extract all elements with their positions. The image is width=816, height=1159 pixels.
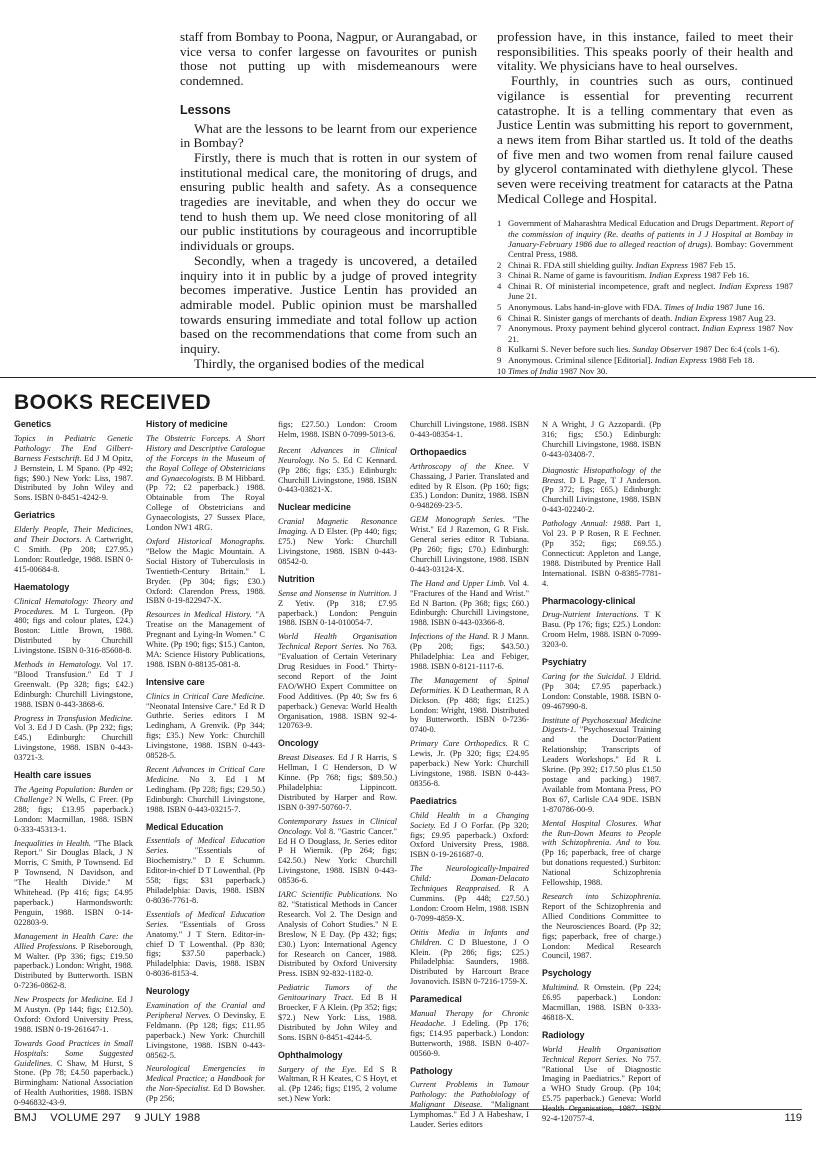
books-section-heading: Medical Education [146, 821, 224, 832]
book-title: Recent Advances in Clinical Neurology. [278, 445, 397, 465]
reference-title: Sunday Observer [632, 344, 693, 355]
book-title: GEM Monograph Series. [410, 515, 506, 525]
book-details: Report of the Schizophrenia and Allied Conditions Committee to the Neurosciences Board. (Pp 32; figs; paperback, free of charge.) London: Medical Research Council, 1987. [542, 901, 661, 961]
book-title: Examination of the Cranial and Peripheral Nerves. [146, 1001, 265, 1020]
book-entry [14, 785, 133, 835]
book-entry [410, 462, 529, 512]
books-section [542, 466, 661, 589]
book-entry [278, 1065, 397, 1105]
book-entry [410, 632, 529, 672]
reference-text: 1987 June 21. [508, 281, 794, 302]
book-details: No 5. Ed C Kennard. (Pp 286; figs; £35.) Edinburgh: Churchill Livingstone, 1988. ISBN 0-443-03821-X. [278, 455, 397, 495]
book-entry [542, 466, 661, 516]
article-left-column [180, 30, 477, 371]
reference-title: Indian Express [635, 259, 688, 270]
book-title: Progress in Transfusion Medicine. [14, 713, 133, 723]
book-entry [410, 1080, 529, 1130]
book-details: C D Bluestone, J O Klein. (Pp 286; figs; £25.) Philadelphia: Saunders, 1988. Distributed by Harcourt Brace Jovanovich. ISBN 0-7216-1759-X. [410, 937, 530, 987]
book-title: Drug-Nutrient Interactions. [542, 610, 639, 620]
book-entry [278, 983, 397, 1042]
reference-title: Indian Express [674, 312, 727, 323]
book-entry [542, 983, 661, 1023]
book-details: M L Turgeon. (Pp 480; figs and colour plates, £24.) Boston: Little Brown, 1988. Distributed by Churchill Livingstone. ISBN 0-316-85608-8. [14, 606, 133, 656]
book-entry [14, 839, 133, 928]
book-title: Multimind. [542, 983, 579, 993]
book-title: Towards Good Practices in Small Hospitals: Some Suggested Guidelines. [14, 1038, 133, 1068]
books-section-heading: Paediatrics [410, 795, 457, 806]
book-details: Part 1, Vol 23. P P Rosen, R E Fechner. (Pp 352; figs; £69.55.) Connecticut: Appleton and Lange, 1988. Distributed by Prentice Hall International. ISBN 0-8385-7781-4. [542, 519, 661, 588]
book-details: C Shaw, M Hurst, S Stone. (Pp 78; £4.50 paperback.) Birmingham: National Association of Health Authorities, 1988. ISBN 0-946832-43-9. [14, 1058, 134, 1108]
reference-number: 7 [497, 323, 502, 334]
book-title: The Hand and Upper Limb. [410, 578, 506, 588]
books-section-heading: Ophthalmology [278, 1049, 343, 1060]
book-details: N Wells, C Freer. (Pp 288; figs; £13.95 paperback.) London: Macmillan, 1988. ISBN 0-333-45313-1. [14, 794, 134, 834]
book-title: World Health Organisation Technical Report Series. [542, 1044, 661, 1064]
footer-divider [14, 1109, 802, 1110]
article-paragraph: Firstly, there is much that is rotten in our system of institutional medical care, the monitoring of drugs, and ensuring public health and safety. As a consequence tragedies are inevitable, and when they do occur we tend to hush them up. We need close monitoring of all our public institutions by courageous and incorruptible individuals or groups. [180, 149, 477, 254]
book-title: Child Health in a Changing Society. [410, 810, 529, 830]
reference-text: Kulkarni S. Never before such lies. [508, 344, 631, 355]
book-details: R Ornstein. (Pp 224; £6.95 paperback.) London: Macmillan, 1988. ISBN 0-333-46818-X. [542, 983, 662, 1022]
book-entry [146, 1001, 265, 1060]
books-section [146, 987, 265, 1104]
books-section [410, 797, 529, 987]
reference-number: 1 [497, 218, 502, 229]
books-section [14, 583, 133, 763]
section-heading-lessons: Lessons [180, 102, 231, 117]
reference-number: 5 [497, 302, 502, 313]
book-title: Clinical Hematology: Theory and Procedures. [14, 596, 133, 616]
book-details: P Riseborough, M Walter. (Pp 336; figs; £19.50 paperback.) London: Wright, 1988. Distributed by Butterworth. ISBN 0-7236-0862-8. [14, 941, 133, 991]
books-section-heading: Intensive care [146, 676, 205, 687]
article-paragraph: Fourthly, in countries such as ours, continued vigilance is essential for preventing recurrent catastrophe. It is a telling commentary that even as Justice Lentin was submitting his report to government, a news item from Bihar startled us. It told of the deaths of five men and two women from renal failure caused by glycerol contaminated with diethylene glycol. These seven were receiving treatment for cataracts at the Patna Medical College and Hospital. [497, 73, 793, 206]
book-details: No 757. "Rational Use of Diagnostic Imaging in Paediatrics." Report of a WHO Study Group. (Pp 104; £5.75 paperback.) Geneva: World Health Organisation, 1987. ISBN 92-4-120757-4. [542, 1054, 661, 1124]
book-entry [146, 910, 265, 979]
book-entry [146, 434, 265, 533]
book-title: Resources in Medical History. [146, 610, 252, 620]
reference-text: Chinai R. Sinister gangs of merchants of death. [508, 312, 673, 323]
book-details: R C Lewis, Jr. (Pp 320; figs; £24.95 paperback.) New York: Churchill Livingstone, 1988. ISBN 0-443-08356-8. [410, 739, 529, 788]
book-title: Institute of Psychosexual Medicine Digests-1. [542, 715, 661, 735]
books-section [410, 448, 529, 789]
book-title: The Management of Spinal Deformities. [410, 675, 529, 695]
books-section-heading: Paramedical [410, 994, 462, 1005]
book-details: "Essentials of Biochemistry." D E Schumm. Editor-in-chief D T Lowenthal. (Pp 558; figs; $31 paperback.) Philadelphia: Davis, 1988. ISBN 0-8036-7761-8. [146, 846, 265, 905]
book-title: Otitis Media in Infants and Children. [410, 927, 529, 947]
book-details: No 3. Ed I M Ledingham. (Pp 228; figs; £29.50.) Edinburgh: Churchill Livingstone, 1988. ISBN 0-443-03215-7. [146, 774, 265, 814]
book-details: B M Hibbard. (Pp 72; £2 paperback.) 1988. Obtainable from The Royal College of Obstetricians and Gynaecologists, 27 Sussex Place, London NW1 4RG. [146, 473, 265, 533]
article-paragraph: Thirdly, the organised bodies of the medical [194, 355, 425, 371]
book-title: Mental Hospital Closures. What the Run-Down Means to People with Schizophrenia. And to You. [542, 818, 661, 848]
article-paragraph: What are the lessons to be learnt from our experience in Bombay? [180, 120, 477, 151]
book-entry [542, 672, 661, 712]
books-section-heading: Pharmacology-clinical [542, 595, 636, 606]
book-title: Arthroscopy of the Knee. [410, 461, 515, 471]
book-details: Vol 17. "Blood Transfusion." Ed T J Greenwalt. (Pp 328; figs; £42.) Edinburgh: Churchill Livingstone, 1988. ISBN 0-443-3868-6. [14, 660, 134, 709]
journal-volume: VOLUME 297 [50, 1112, 122, 1124]
book-title: Pathology Annual: 1988. [542, 519, 632, 529]
books-received-title: BOOKS RECEIVED [14, 391, 212, 414]
reference-number: 9 [497, 355, 502, 366]
reference-item [497, 344, 793, 354]
books-section [410, 1067, 529, 1130]
reference-title: Indian Express [654, 355, 707, 366]
book-title: Contemporary Issues in Clinical Oncology. [278, 816, 397, 836]
book-entry [410, 579, 529, 629]
book-details: Vol 3. Ed J D Cash. (Pp 232; figs; £45.) Edinburgh: Churchill Livingstone, 1988. ISBN 0-443-03721-3. [14, 723, 133, 763]
books-section-heading: Psychology [542, 968, 592, 979]
book-details: A D Elster. (Pp 440; figs; £75.) New York: Churchill Livingstone, 1988. ISBN 0-443-08542-0. [278, 527, 397, 566]
book-details: Ed J O Forfar. (Pp 320; figs; £9.95 paperback.) Oxford: Oxford University Press, 1988. ISBN 0-19-261687-0. [410, 820, 529, 860]
book-title: Cranial Magnetic Resonance Imaging. [278, 517, 397, 537]
book-entry [14, 714, 133, 764]
book-title: Recent Advances in Critical Care Medicine. [146, 765, 265, 784]
book-entry [410, 515, 529, 574]
book-title: Current Problems in Tumour Pathology: the Pathobiology of Malignant Disease. [410, 1080, 529, 1110]
book-details: K D Leatherman, R A Dickson. (Pp 488; figs; £125.) London: Wright, 1988. Distributed by Butterworth. ISBN 0-7236-0740-0. [410, 685, 529, 735]
books-section [542, 658, 661, 961]
reference-number: 6 [497, 312, 502, 323]
books-section-heading: Nutrition [278, 573, 315, 584]
book-entry-continuation: N A Wright, J G Azzopardi. (Pp 316; figs; £50.) Edinburgh: Churchill Livingstone, 1988. ISBN 0-443-03408-7. [542, 420, 661, 459]
book-entry [278, 753, 397, 812]
books-section [278, 575, 397, 732]
journal-name: BMJ [14, 1112, 37, 1124]
book-entry [278, 446, 397, 496]
reference-item [497, 281, 793, 301]
books-section-heading: Health care issues [14, 770, 92, 781]
book-title: Infections of the Hand. [410, 632, 490, 642]
books-column-5 [542, 420, 661, 1128]
book-entry [410, 864, 529, 923]
article-paragraph: staff from Bombay to Poona, Nagpur, or Aurangabad, or vice versa to confer largesse on favourites or punish those not putting up with misdemeanours were condemned. [180, 29, 477, 89]
book-details: Ed J M Austyn. (Pp 144; figs; £12.50). Oxford: Oxford University Press, 1988. ISBN 0-19-261647-1. [14, 995, 134, 1034]
book-entry [14, 995, 133, 1035]
book-title: The Neurologically-Impaired Child: Doman-Delacato Techniques Reappraised. [410, 864, 529, 894]
books-section [542, 597, 661, 651]
books-section [278, 446, 397, 496]
article-right-column [497, 30, 793, 376]
book-entry [14, 1039, 133, 1108]
book-entry [146, 836, 265, 905]
reference-title: Times of India [664, 302, 714, 313]
book-title: World Health Organisation Technical Report Series. [278, 632, 397, 652]
book-title: Oxford Historical Monographs. [146, 536, 265, 546]
book-details: "The Black Report." Sir Douglas Black, J N Morris, C Smith, P Townsend. Ed P Townsend, N Davidson, and "The Health Divide." M Whitehead. (Pp 416; figs; £4.95 paperback.) Harmondsworth: Penguin, 1988. ISBN 0-14-022803-9. [14, 838, 133, 927]
book-title: Methods in Hematology. [14, 660, 102, 670]
books-section [278, 503, 397, 566]
reference-title: Times of India [508, 365, 558, 376]
reference-number: 3 [497, 270, 502, 281]
book-entry [410, 928, 529, 987]
book-details: J Edeling. (Pp 176; figs; £14.95 paperback.) London: Butterworth, 1988. ISBN 0-407-00560-9. [410, 1018, 529, 1058]
reference-list [497, 218, 793, 376]
books-section [14, 420, 133, 503]
reference-item [497, 218, 793, 259]
book-entry [410, 811, 529, 861]
books-section-heading: History of medicine [146, 419, 228, 429]
reference-text: Government of Maharashtra Medical Education and Drugs Department. [508, 218, 759, 229]
reference-item [497, 302, 793, 312]
article-paragraph: profession have, in this instance, failed to meet their responsibilities. This speaks poorly of their health and vitality. We physicians have to heal ourselves. [497, 29, 793, 74]
book-details: R A Cummins. (Pp 448; £27.50.) London: Croom Helm, 1988. ISBN 0-7099-4859-X. [410, 884, 529, 923]
books-section [146, 678, 265, 815]
reference-title: Indian Express [719, 281, 773, 292]
books-section-heading: Nuclear medicine [278, 502, 351, 513]
books-column-2 [146, 420, 265, 1108]
reference-text: 1987 Nov 21. [508, 323, 794, 344]
books-section [278, 739, 397, 1042]
book-title: The Ageing Population: Burden or Challenge? [14, 785, 133, 804]
books-section-heading: Genetics [14, 419, 52, 429]
books-section-heading: Haematology [14, 581, 70, 592]
book-title: Primary Care Orthopedics. [410, 739, 508, 749]
books-column-3 [278, 420, 397, 1108]
reference-title: Report of the commission of inquiry (Re. deaths of patients in J J Hospital at Bombay in January-February 1986 due to alleged reaction of drugs). [508, 218, 793, 249]
book-entry [14, 932, 133, 991]
reference-item [497, 270, 793, 280]
book-details: "Below the Magic Mountain. A Social History of Tuberculosis in Twentieth-Century Britain." L Bryder. (Pp 304; figs; £30.) Oxford: Clarendon Press, 1988. ISBN 0-19-822947-X. [146, 546, 265, 606]
book-title: Sense and Nonsense in Nutrition. [278, 588, 392, 598]
book-title: The Obstetric Forceps. A Short History and Descriptive Catalogue of the Forceps in the Museum of the Royal College of Obstetricians and Gynaecologists. [146, 433, 265, 483]
reference-title: Indian Express [649, 270, 702, 281]
book-title: Caring for the Suicidal. [542, 671, 627, 681]
book-details: R J Mann. (Pp 208; figs; $43.50.) Philadelphia: Lea and Febiger, 1988. ISBN 0-8121-1117-6. [410, 632, 530, 671]
reference-text: 1987 June 16. [716, 302, 765, 313]
book-entry [146, 765, 265, 815]
book-details: Ed J R Harris, S Hellman, I C Henderson, D W Kinne. (Pp 768; figs; $89.50.) Philadelphia: Lippincott. Distributed by Harper and Row. ISBN 0-397-50760-7. [278, 753, 397, 812]
book-entry [278, 817, 397, 886]
books-section [542, 969, 661, 1023]
books-section [410, 995, 529, 1058]
reference-text: Anonymous. Proxy payment behind glycerol contract. [508, 323, 700, 334]
reference-text: Chinai R. Name of game is favouritism. [508, 270, 647, 281]
reference-text: 1987 Nov 30. [559, 365, 608, 376]
book-entry [278, 890, 397, 979]
book-entry [542, 819, 661, 888]
book-details: J Z Yetiv. (Pp 318; £7.95 paperback.) London: Penguin 1988. ISBN 0-14-010054-7. [278, 588, 398, 628]
book-details: No 763. "Evaluation of Certain Veterinary Drug Residues in Food." Thirty-second Report of the Joint FAO/WHO Expert Committee on Food Additives. (Pp 40; Sw frs 6 paperback.) Geneva: World Health Organisation, 1988. ISBN 92-4-120763-9. [278, 642, 397, 731]
book-entry [542, 716, 661, 815]
book-details: (Pp 16; paperback, free of charge but donations requested.) Surbiton: National Schizophrenia Fellowship, 1988. [542, 848, 661, 888]
book-title: Manual Therapy for Chronic Headache. [410, 1009, 529, 1028]
books-section [278, 1051, 397, 1105]
books-section [146, 823, 265, 980]
books-section [146, 420, 265, 670]
reference-text: Anonymous. Criminal silence [Editorial]. [508, 355, 653, 366]
section-divider [0, 377, 816, 378]
book-entry [542, 892, 661, 961]
book-title: Diagnostic Histopathology of the Breast. [542, 465, 661, 485]
book-title: Research into Schizophrenia. [542, 891, 661, 901]
reference-item [497, 260, 793, 270]
book-entry [278, 589, 397, 629]
issue-date: 9 JULY 1988 [134, 1112, 201, 1124]
book-details: "A Treatise on the Management of Pregnant and Lying-In Women." C White. (Pp 190; figs; $15.) Canton, MA: Science History Publications, 1988. ISBN 0-88135-081-8. [146, 610, 266, 669]
books-section-heading: Neurology [146, 986, 190, 997]
book-details: No 82. "Statistical Methods in Cancer Research. Vol 2. The Design and Analysis of Cohort Studies." N E Breslow, N E Day. (Pp 432; figs; £30.) Lyon: International Agency for Research on Cancer, 1988. Distributed by Oxford University Press. ISBN 92-832-1182-0. [278, 890, 398, 979]
book-entry [14, 434, 133, 503]
books-section [14, 511, 133, 574]
book-details: "Neonatal Intensive Care." Ed R D Guthrie. Series editors I M Ledingham, A Grenvik. (Pp 344; figs; £35.) New York: Churchill Livingstone, 1988. ISBN 0-443-08528-5. [146, 701, 265, 761]
reference-text: Bombay: Government Central Press, 1988. [508, 238, 793, 260]
reference-text: 1987 Feb 16. [703, 270, 749, 281]
book-entry [14, 660, 133, 710]
reference-text: Anonymous. Labs hand-in-glove with FDA. [508, 302, 662, 313]
reference-item [497, 355, 793, 365]
reference-number: 2 [497, 259, 502, 270]
book-title: Essentials of Medical Education Series. [146, 909, 265, 929]
book-details: "The Wrist." Ed J Razemon, G R Fisk. General series editor R Tubiana. (Pp 260; figs; £70.) Edinburgh: Churchill Livingstone, 1988. ISBN 0-443-03124-X. [410, 515, 530, 574]
books-section-heading: Pathology [410, 1065, 453, 1076]
book-entry [542, 1045, 661, 1124]
book-details: O Devinsky, E Feldmann. (Pp 128; figs; £11.95 paperback.) New York: Churchill Livingstone, 1988. ISBN 0-443-08562-5. [146, 1010, 266, 1060]
book-title: Pediatric Tumors of the Genitourinary Tract. [278, 983, 397, 1003]
reference-title: Indian Express [702, 323, 756, 334]
book-details: Ed B H Broecker, F A Klein. (Pp 352; figs; $72.) New York: Liss, 1988. Distributed by John Wiley and Sons. ISBN 0-8451-4244-5. [278, 993, 398, 1042]
book-details: J Eldrid. (Pp 304; £7.95 paperback.) London: Constable, 1988. ISBN 0-09-467990-8. [542, 671, 661, 711]
book-details: Vol 4. "Fractures of the Hand and Wrist." Ed N Barton. (Pp 368; figs; £60.) Edinburgh: Churchill Livingstone, 1988. ISBN 0-443-03366-8. [410, 578, 529, 628]
book-entry [410, 1009, 529, 1059]
book-entry [146, 610, 265, 669]
book-entry [146, 537, 265, 606]
book-details: A Cartwright, C Smith. (Pp 208; £27.95.) London: Routledge, 1988. ISBN 0-415-00684-8. [14, 535, 133, 574]
books-section-heading: Orthopaedics [410, 446, 467, 457]
book-entry [146, 1064, 265, 1104]
book-details: D L Page, T J Anderson. (Pp 372; figs; £65.) Edinburgh: Churchill Livingstone, 1988. ISBN 0-443-02240-2. [542, 475, 662, 515]
book-details: "Malignant Lymphomas." Ed J A Habeshaw, I Lauder. Series editors [410, 1100, 529, 1130]
book-entry [14, 597, 133, 656]
reference-text: 1987 Dec 6:4 (cols 1-6). [694, 344, 780, 355]
book-details: Vol 8. "Gastric Cancer." Ed H O Douglass, Jr. Series editor P H Wiernik. (Pp 264; figs; £42.50.) New York: Churchill Livingstone, 1988. ISBN 0-443-08536-6. [278, 826, 397, 886]
books-column-4 [410, 420, 529, 1134]
book-entry [542, 610, 661, 650]
book-entry [146, 692, 265, 761]
book-details: Ed J M Opitz, J Bernstein, L M Spano. (Pp 492; figs; $90.) New York: Liss, 1987. Distributed by John Wiley and Sons. ISBN 0-8451-4242-9. [14, 453, 134, 503]
reference-text: 1987 Feb 15. [690, 259, 736, 270]
article-paragraph: Secondly, when a tragedy is uncovered, a detailed inquiry into it in public by a judge of proved integrity becomes imperative. Justice Lentin has provided an admirable model. Public opinion must be marshalled towards ensuring immediate and total follow up action based on the recommendations that come from such an inquiry. [180, 252, 477, 357]
reference-item [497, 366, 793, 376]
book-entry-continuation: figs; £27.50.) London: Croom Helm, 1988. ISBN 0-7099-5013-6. [278, 420, 397, 439]
book-title: New Prospects for Medicine. [14, 995, 115, 1005]
book-details: "Essentials of Gross Anatomy." J T Stern. Editor-in-chief D T Lowenthal. (Pp 830; figs; $37.50 paperback.) Philadelphia: Davis, 1988. ISBN 0-8036-8153-4. [146, 919, 265, 979]
book-entry [410, 676, 529, 735]
book-title: Management in Health Care: the Allied Professions. [14, 931, 133, 951]
book-entry-continuation: Churchill Livingstone, 1988. ISBN 0-443-08354-1. [410, 420, 529, 439]
page-number: 119 [784, 1112, 802, 1124]
book-title: Surgery of the Eye. [278, 1064, 357, 1074]
book-details: T K Basu. (Pp 176; figs; £25.) London: Croom Helm, 1988. ISBN 0-7099-3203-0. [542, 610, 661, 650]
reference-number: 4 [497, 281, 502, 292]
books-section-heading: Oncology [278, 738, 319, 749]
book-title: Elderly People, Their Medicines, and Their Doctors. [14, 525, 133, 545]
book-title: Clinics in Critical Care Medicine. [146, 691, 265, 701]
books-section-heading: Psychiatry [542, 657, 587, 668]
book-entry [542, 519, 661, 588]
reference-text: Chinai R. FDA still shielding guilty. [508, 259, 634, 270]
book-title: Neurological Emergencies in Medical Practice; a Handbook for the Non-Specialist. [146, 1064, 265, 1094]
reference-number: 8 [497, 344, 502, 355]
book-title: IARC Scientific Publications. [278, 890, 382, 900]
reference-item [497, 323, 793, 343]
books-section-heading: Geriatrics [14, 510, 56, 521]
book-title: Topics in Pediatric Genetic Pathology: The End Gilbert-Barness Festschrift. [14, 433, 133, 463]
books-section-heading: Radiology [542, 1029, 585, 1040]
reference-item [497, 313, 793, 323]
books-section [542, 1031, 661, 1124]
book-entry [410, 739, 529, 789]
reference-text: 1987 Aug 23. [728, 312, 776, 323]
book-details: "Psychosexual Training and the Doctor/Patient Relationship; Transcripts of Leaders Workshops." Ed R L Skrine. (Pp 392; £17.50 plus £1.50 postage and packing.) 1987. Available from Montana Press, PO Box 67, Carlisle CA4 9DE. ISBN 1-870786-00-9. [542, 725, 662, 814]
book-details: Ed D Bowsher. (Pp 256; [146, 1084, 266, 1104]
books-section [14, 771, 133, 1108]
reference-number: 10 [497, 365, 506, 376]
book-title: Inequalities in Health. [14, 838, 91, 848]
reference-text: Chinai R. Of ministerial incompetence, graft and neglect. [508, 281, 716, 292]
book-title: Essentials of Medical Education Series. [146, 836, 265, 856]
book-details: V Chassaing, J Parier. Translated and edited by R Elson. (Pp 160; figs; £35.) London: Dunitz, 1988. ISBN 0-948269-23-5. [410, 461, 529, 511]
book-details: Ed S R Waltman, R H Keates, C S Hoyt, et al. (Pp 1246; figs; £195, 2 volume set.) New York: [278, 1064, 397, 1104]
book-title: Breast Diseases. [278, 753, 335, 763]
books-column-1 [14, 420, 133, 1112]
book-entry [14, 525, 133, 575]
book-entry [278, 632, 397, 731]
book-entry [278, 517, 397, 567]
reference-text: 1988 Feb 18. [708, 355, 755, 366]
